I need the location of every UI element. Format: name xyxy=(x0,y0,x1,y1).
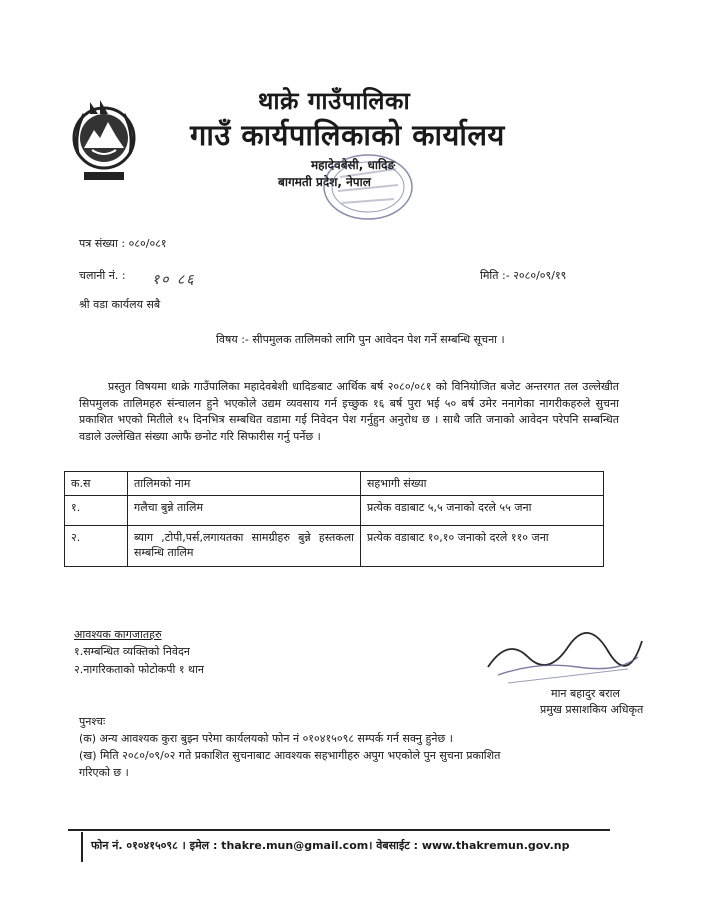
header-serial: क.स xyxy=(65,472,128,496)
row-training-name: गलैचा बुन्ने तालिम xyxy=(128,496,361,526)
office-name: थाक्रे गाउँपालिका xyxy=(258,87,411,115)
address-line2: बागमती प्रदेश, नेपाल xyxy=(278,175,371,189)
header-training-name: तालिमको नाम xyxy=(128,472,361,496)
row-serial: २. xyxy=(65,526,128,567)
signature-stamp-icon xyxy=(478,627,648,689)
document-item: २.नागरिकताको फोटोकपी १ थान xyxy=(74,663,205,676)
row-participants: प्रत्येक वडाबाट १०,१० जनाको दरले ११० जना xyxy=(361,526,604,567)
footer-contact: फोन नं. ०१०४१५०९८ । इमेल : thakre.mun@gmail.com। वेबसाईट : www.thakremun.gov.np xyxy=(91,839,570,852)
training-table xyxy=(64,471,604,567)
signatory-title: प्रमुख प्रसाशकिय अधिकृत xyxy=(540,703,644,716)
document-item: १.सम्बन्धित व्यक्तिको निवेदन xyxy=(74,645,190,658)
row-participants: प्रत्येक वडाबाट ५,५ जनाको दरले ५५ जना xyxy=(361,496,604,526)
office-stamp-icon xyxy=(318,147,418,227)
postscript-item: (ख) मिति २०८०/०९/०२ गते प्रकाशित सुचनाबाट आवश्यक सहभागीहरु अपुग भएकोले पुन सुचना प्रकाशित xyxy=(79,749,501,762)
signatory-name: मान बहादुर बराल xyxy=(551,687,620,700)
table-header-row xyxy=(65,472,604,496)
header-participants: सहभागी संख्या xyxy=(361,472,604,496)
table-row xyxy=(65,496,604,526)
body-paragraph: प्रस्तुत विषयमा थाक्रे गाउँपालिका महादेवबेशी धादिङबाट आर्थिक बर्ष २०८०/०८१ को विनियोजित बजेट अन्तरगत तल उल्लेखीत सिपमुलक तालिमहरु संन्चालन हुने भएकोले उद्यम व्यवसाय गर्न इच्छुक १६ बर्ष पुरा भई ५० बर्ष उमेर ननागेका नागरीकहरुले सुचना प्रकाशित भएको मितीले १५ दिनभित्र सम्बधित वडामा गई निवेदन पेश गर्नुहुन अनुरोध छ । साथै जति जनाको आवेदन परेपनि सम्बन्धित वडाले उल्लेखित संख्या आफै छनोट गरि सिफारीस गर्नु पर्नेछ । xyxy=(79,380,619,443)
postscript-item: गरिएको छ । xyxy=(79,766,129,779)
recipient: श्री वडा कार्यलय सबै xyxy=(79,298,161,311)
footer-vertical-bar xyxy=(81,832,83,862)
letter-number: पत्र संख्या : ०८०/०८१ xyxy=(79,237,167,250)
dispatch-number-handwritten: १० ८६ xyxy=(152,272,196,288)
table-row xyxy=(65,526,604,567)
postscript-item: (क) अन्य आवश्यक कुरा बुझ्न परेमा कार्यलयको फोन नं ०१०४१५०९८ सम्पर्क गर्न सक्नु हुनेछ । xyxy=(79,732,453,745)
letter-date: मिति :- २०८०/०९/१९ xyxy=(480,269,567,282)
row-serial: १. xyxy=(65,496,128,526)
office-title: गाउँ कार्यपालिकाको कार्यालय xyxy=(190,118,505,152)
subject: विषय :- सीपमुलक तालिमको लागि पुन आवेदन पेश गर्ने सम्बन्धि सूचना । xyxy=(216,333,505,346)
dispatch-number-label: चलानी नं. : xyxy=(79,269,126,282)
postscript-heading: पुनश्चः xyxy=(79,715,106,728)
body-paragraph-container xyxy=(79,379,619,445)
emblem-icon xyxy=(70,92,138,188)
documents-heading: आवश्यक कागजातहरु xyxy=(74,628,162,641)
address-line1: महादेवबेसी, धादिङ xyxy=(311,158,396,172)
row-training-name: ब्याग ,टोपी,पर्स,लगायतका सामग्रीहरु बुन्ने हस्तकला सम्बन्धि तालिम xyxy=(128,526,361,567)
footer-divider xyxy=(68,829,610,831)
